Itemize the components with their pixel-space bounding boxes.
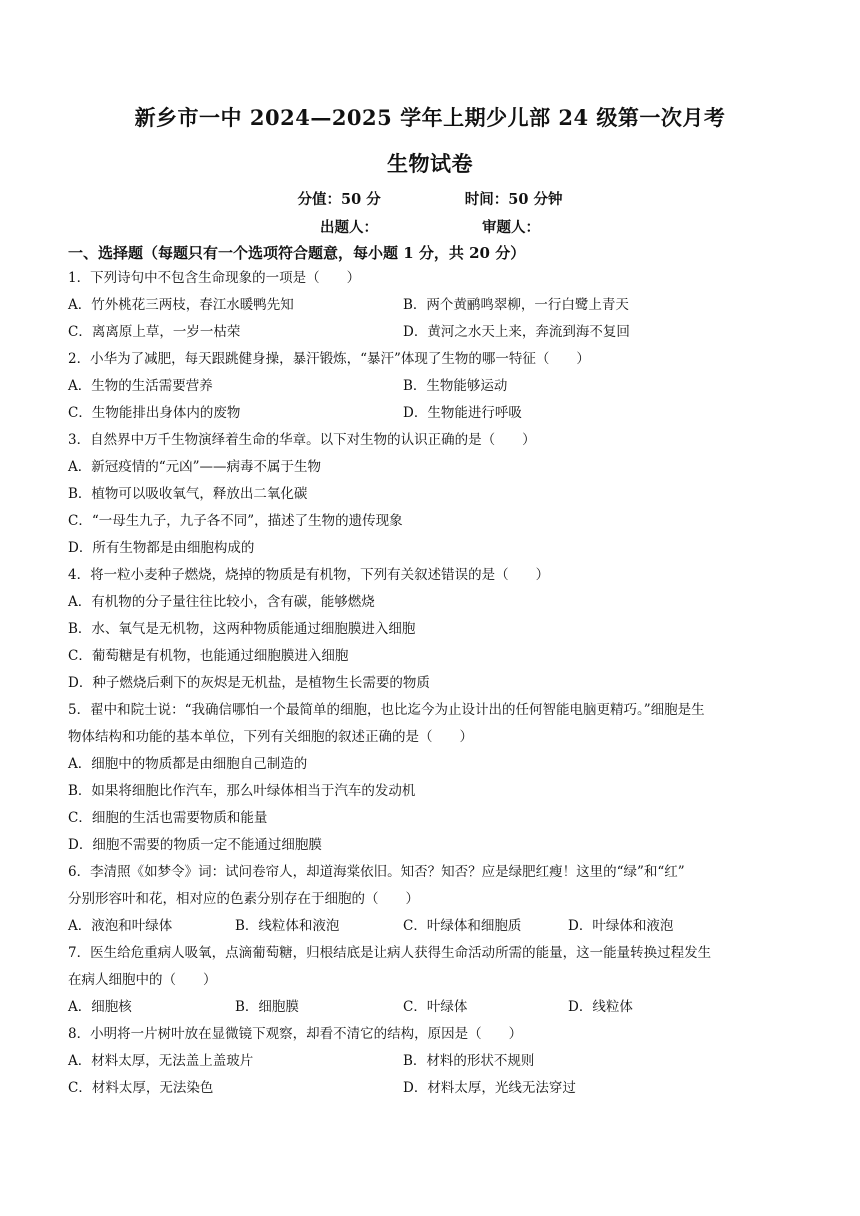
option-c: C．离离原上草，一岁一枯荣 (68, 324, 241, 340)
option-b: B．生物能够运动 (403, 378, 508, 394)
time-label: 时间：50 分钟 (464, 191, 563, 208)
option-b: B．水、氧气是无机物，这两种物质能通过细胞膜进入细胞 (68, 621, 416, 637)
option-row (68, 400, 798, 427)
option-row (68, 1075, 798, 1102)
question-stem: 4．将一粒小麦种子燃烧，烧掉的物质是有机物，下列有关叙述错误的是（ ） (68, 567, 550, 583)
option-a: A．细胞中的物质都是由细胞自己制造的 (68, 756, 308, 772)
option-row (68, 994, 798, 1021)
question-stem: 3．自然界中万千生物演绎着生命的华章。以下对生物的认识正确的是（ ） (68, 432, 536, 448)
option-b: B．两个黄鹂鸣翠柳，一行白鹭上青天 (403, 297, 629, 313)
option-b: B．线粒体和液泡 (235, 918, 340, 934)
question-stem: 7．医生给危重病人吸氧，点滴葡萄糖，归根结底是让病人获得生命活动所需的能量，这一能量转换过程发生 (68, 945, 712, 961)
option-d: D．叶绿体和液泡 (568, 918, 674, 934)
option-c: C．葡萄糖是有机物，也能通过细胞膜进入细胞 (68, 648, 349, 664)
option-row (68, 319, 798, 346)
option-a: A．新冠疫情的“元凶”——病毒不属于生物 (68, 459, 322, 475)
option-b: B．材料的形状不规则 (403, 1053, 535, 1069)
option-a: A．材料太厚，无法盖上盖玻片 (68, 1053, 254, 1069)
option-c: C．叶绿体 (403, 999, 468, 1015)
option-c: C．叶绿体和细胞质 (403, 918, 522, 934)
option-c: C．“一母生九子，九子各不同”，描述了生物的遗传现象 (68, 513, 403, 529)
question-stem-continued: 物体结构和功能的基本单位，下列有关细胞的叙述正确的是（ ） (68, 729, 473, 745)
reviewer-label: 审题人： (482, 219, 540, 236)
question-stem-continued: 分别形容叶和花，相对应的色素分别存在于细胞的（ ） (68, 891, 419, 907)
exam-title: 新乡市一中 2024—2025 学年上期少儿部 24 级第一次月考 (134, 105, 726, 130)
option-a: A．液泡和叶绿体 (68, 918, 173, 934)
option-a: A．有机物的分子量往往比较小，含有碳，能够燃烧 (68, 594, 375, 610)
option-row (68, 1048, 798, 1075)
option-d: D．种子燃烧后剩下的灰烬是无机盐，是植物生长需要的物质 (68, 675, 430, 691)
option-a: A．生物的生活需要营养 (68, 378, 213, 394)
option-b: B．细胞膜 (235, 999, 299, 1015)
option-b: B．如果将细胞比作汽车，那么叶绿体相当于汽车的发动机 (68, 783, 416, 799)
question-stem: 5．翟中和院士说：“我确信哪怕一个最简单的细胞，也比迄今为止设计出的任何智能电脑更精巧。”细胞是生 (68, 702, 705, 718)
section-heading: 一、选择题（每题只有一个选项符合题意，每小题 1 分，共 20 分） (68, 244, 526, 262)
option-d: D．所有生物都是由细胞构成的 (68, 540, 255, 556)
exam-info-row (0, 188, 860, 209)
option-row (68, 292, 798, 319)
option-d: D．黄河之水天上来，奔流到海不复回 (403, 324, 630, 340)
question-stem: 2．小华为了减肥，每天跟跳健身操，暴汗锻炼，“暴汗”体现了生物的哪一特征（ ） (68, 351, 590, 367)
option-d: D．细胞不需要的物质一定不能通过细胞膜 (68, 837, 322, 853)
option-d: D．线粒体 (568, 999, 633, 1015)
option-c: C．细胞的生活也需要物质和能量 (68, 810, 268, 826)
option-a: A．细胞核 (68, 999, 132, 1015)
option-c: C．材料太厚，无法染色 (68, 1080, 214, 1096)
author-label: 出题人： (320, 219, 378, 236)
option-a: A．竹外桃花三两枝，春江水暖鸭先知 (68, 297, 294, 313)
option-row (68, 913, 798, 940)
question-stem: 8．小明将一片树叶放在显微镜下观察，却看不清它的结构，原因是（ ） (68, 1026, 523, 1042)
option-d: D．生物能进行呼吸 (403, 405, 522, 421)
score-label: 分值：50 分 (297, 191, 381, 208)
option-c: C．生物能排出身体内的废物 (68, 405, 241, 421)
option-row (68, 373, 798, 400)
exam-subject: 生物试卷 (387, 151, 473, 176)
option-b: B．植物可以吸收氧气，释放出二氧化碳 (68, 486, 308, 502)
staff-info-row (0, 216, 860, 237)
option-d: D．材料太厚，光线无法穿过 (403, 1080, 576, 1096)
question-stem: 1．下列诗句中不包含生命现象的一项是（ ） (68, 270, 361, 286)
question-stem-continued: 在病人细胞中的（ ） (68, 972, 217, 988)
question-stem: 6．李清照《如梦令》词：试问卷帘人，却道海棠依旧。知否？知否？应是绿肥红瘦！这里的“绿”和“红” (68, 864, 685, 880)
